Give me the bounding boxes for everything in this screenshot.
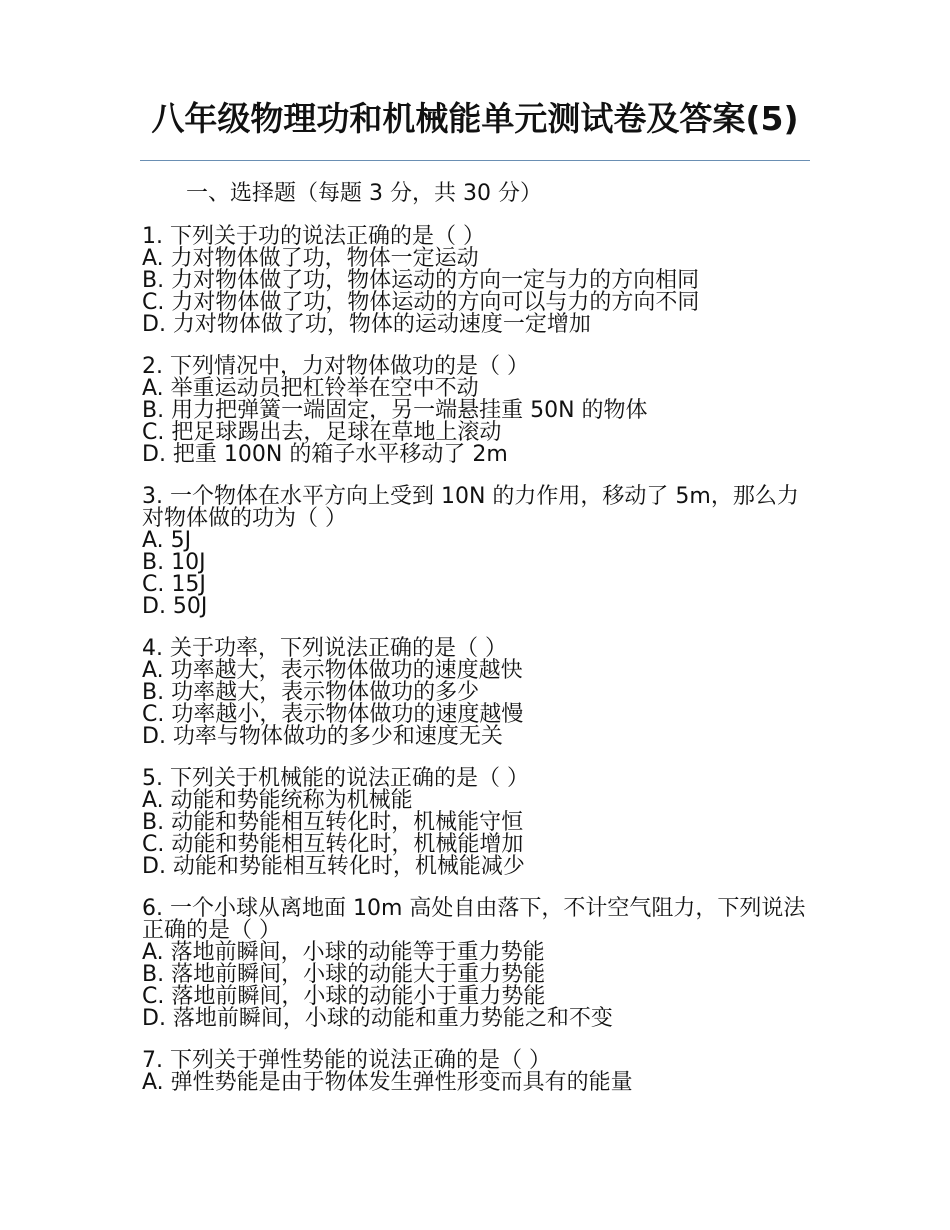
- answer-option: D. 动能和势能相互转化时，机械能减少: [142, 854, 525, 879]
- answer-option: D. 把重 100N 的箱子水平移动了 2m: [142, 442, 508, 467]
- page-title: 八年级物理功和机械能单元测试卷及答案(5): [151, 99, 799, 138]
- question-stem: 2. 下列情况中，力对物体做功的是（ ）: [142, 354, 529, 379]
- question-5: [142, 768, 812, 878]
- answer-option: A. 落地前瞬间，小球的动能等于重力势能: [142, 940, 545, 965]
- answer-option: B. 功率越大，表示物体做功的多少: [142, 680, 480, 705]
- title-divider: [140, 160, 810, 161]
- question-stem: 3. 一个物体在水平方向上受到 10N 的力作用，移动了 5m，那么力对物体做的功为（ ）: [142, 484, 799, 531]
- answer-option: A. 5J: [142, 528, 192, 553]
- answer-option: A. 弹性势能是由于物体发生弹性形变而具有的能量: [142, 1070, 633, 1095]
- question-stem: 7. 下列关于弹性势能的说法正确的是（ ）: [142, 1048, 551, 1073]
- answer-option: A. 功率越大，表示物体做功的速度越快: [142, 658, 523, 683]
- question-1: [142, 226, 812, 336]
- answer-option: A. 举重运动员把杠铃举在空中不动: [142, 376, 479, 401]
- answer-option: D. 功率与物体做功的多少和速度无关: [142, 724, 503, 749]
- section-heading: 一、选择题（每题 3 分，共 30 分）: [186, 181, 542, 206]
- answer-option: C. 力对物体做了功，物体运动的方向可以与力的方向不同: [142, 290, 700, 315]
- answer-option: A. 动能和势能统称为机械能: [142, 788, 413, 813]
- answer-option: D. 50J: [142, 594, 208, 619]
- answer-option: D. 力对物体做了功，物体的运动速度一定增加: [142, 312, 591, 337]
- question-2: [142, 356, 812, 466]
- question-stem: 4. 关于功率，下列说法正确的是（ ）: [142, 636, 507, 661]
- answer-option: B. 动能和势能相互转化时，机械能守恒: [142, 810, 524, 835]
- answer-option: B. 力对物体做了功，物体运动的方向一定与力的方向相同: [142, 268, 700, 293]
- answer-option: B. 落地前瞬间，小球的动能大于重力势能: [142, 962, 546, 987]
- answer-option: C. 功率越小，表示物体做功的速度越慢: [142, 702, 524, 727]
- answer-option: B. 10J: [142, 550, 206, 575]
- question-4: [142, 638, 812, 748]
- question-stem: 5. 下列关于机械能的说法正确的是（ ）: [142, 766, 529, 791]
- answer-option: A. 力对物体做了功，物体一定运动: [142, 246, 479, 271]
- question-stem: 1. 下列关于功的说法正确的是（ ）: [142, 224, 485, 249]
- question-list: [142, 226, 812, 1114]
- question-3: [142, 486, 812, 618]
- answer-option: B. 用力把弹簧一端固定，另一端悬挂重 50N 的物体: [142, 398, 648, 423]
- question-6: [142, 898, 812, 1030]
- question-stem: 6. 一个小球从离地面 10m 高处自由落下，不计空气阻力，下列说法正确的是（ ）: [142, 896, 806, 943]
- answer-option: C. 动能和势能相互转化时，机械能增加: [142, 832, 524, 857]
- answer-option: D. 落地前瞬间，小球的动能和重力势能之和不变: [142, 1006, 613, 1031]
- answer-option: C. 15J: [142, 572, 206, 597]
- answer-option: C. 把足球踢出去，足球在草地上滚动: [142, 420, 502, 445]
- answer-option: C. 落地前瞬间，小球的动能小于重力势能: [142, 984, 546, 1009]
- question-7: [142, 1050, 812, 1094]
